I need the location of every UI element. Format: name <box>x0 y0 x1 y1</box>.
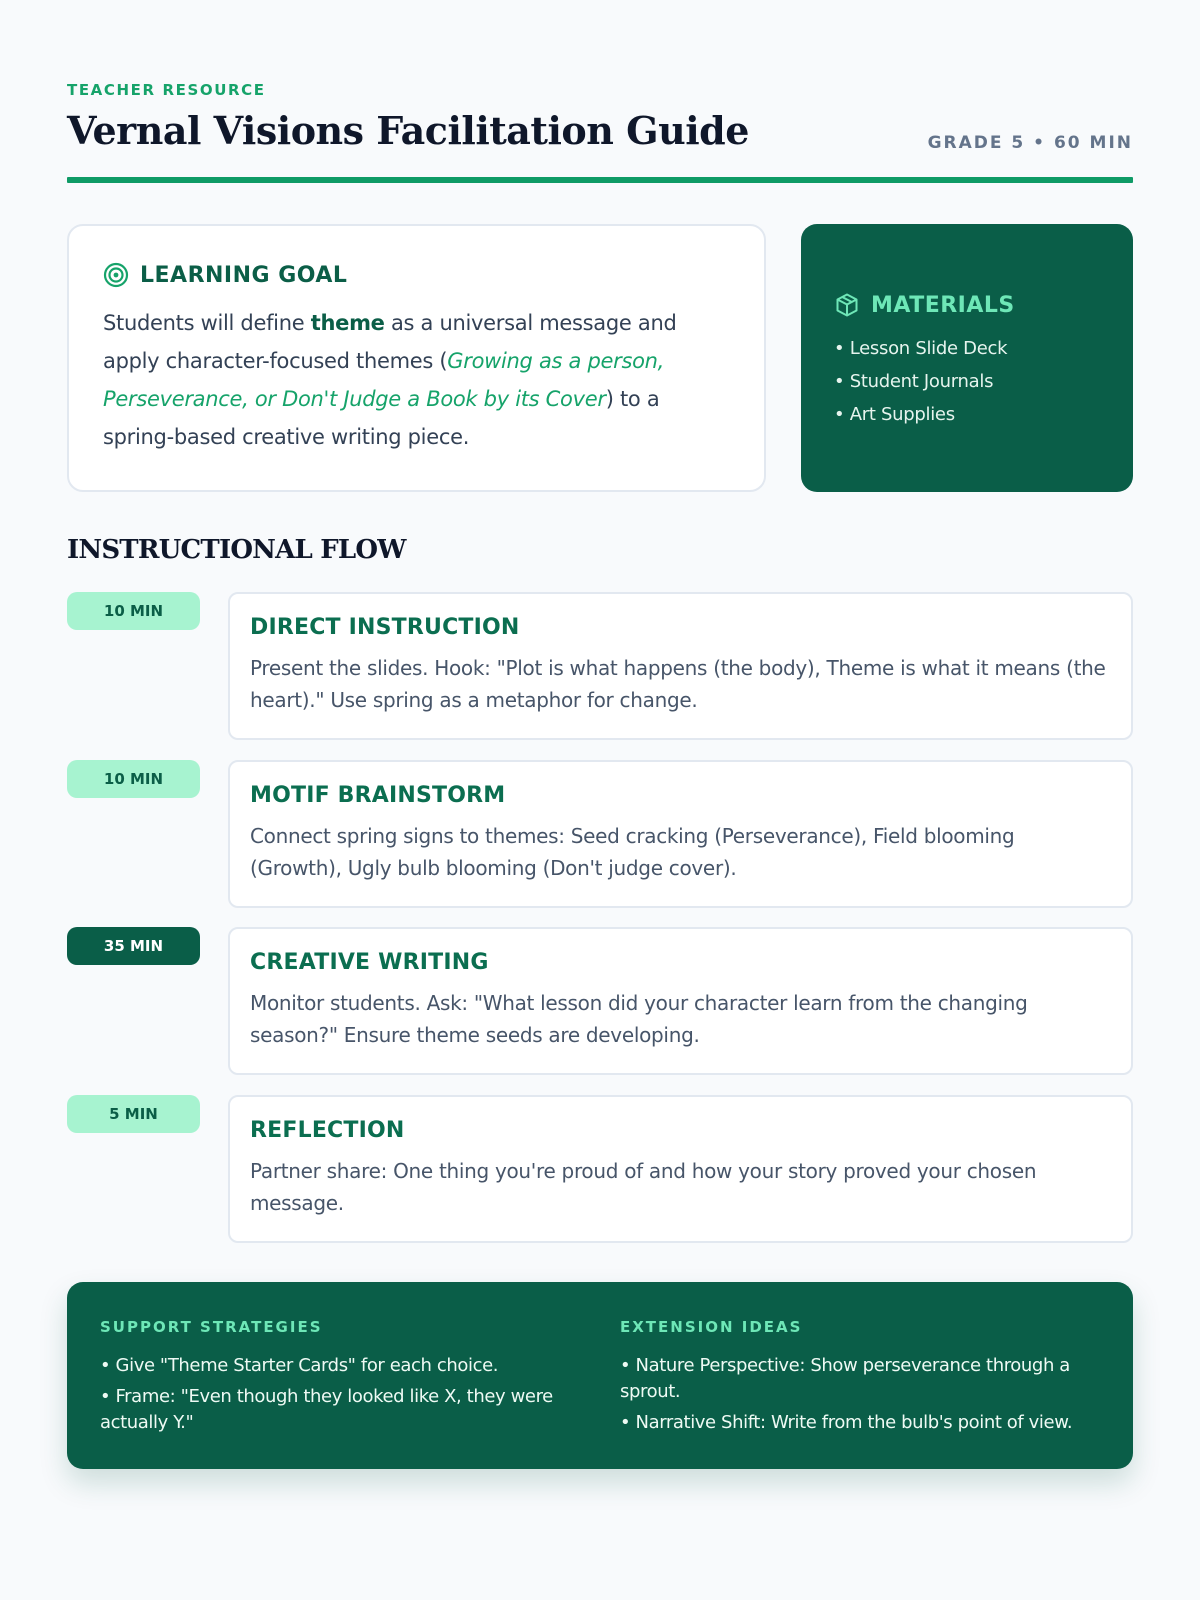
duration-badge: 10 MIN <box>67 592 200 630</box>
grade-duration-meta: GRADE 5 • 60 MIN <box>927 133 1133 153</box>
page-title: Vernal Visions Facilitation Guide <box>67 108 749 153</box>
instructional-flow-heading: INSTRUCTIONAL FLOW <box>67 535 406 565</box>
step-card <box>228 760 1133 908</box>
learning-goal-heading-row <box>103 260 730 290</box>
step-description: Monitor students. Ask: "What lesson did your character learn from the changing season?" Ensure theme seeds are developing. <box>250 991 1028 1047</box>
goal-theme-examples: Growing as a person, Perseverance, or Don't Judge a Book by its Cover <box>103 349 665 411</box>
goal-text-part: Students will define <box>103 311 311 335</box>
list-item: • Nature Perspective: Show perseverance through a sprout. <box>620 1355 1070 1402</box>
strategies-panel <box>67 1282 1133 1469</box>
step-card <box>228 592 1133 740</box>
learning-goal-card <box>67 224 766 492</box>
extension-ideas-heading: EXTENSION IDEAS <box>620 1318 803 1336</box>
materials-item: • Student Journals <box>834 371 994 392</box>
duration-badge: 35 MIN <box>67 927 200 965</box>
extension-ideas-column <box>620 1317 1088 1469</box>
box-icon <box>834 292 860 318</box>
list-item: • Give "Theme Starter Cards" for each choice. <box>100 1355 499 1376</box>
learning-goal-heading: LEARNING GOAL <box>140 262 348 288</box>
step-title: REFLECTION <box>250 1118 405 1143</box>
materials-heading-row <box>834 290 1100 320</box>
step-description: Partner share: One thing you're proud of and how your story proved your chosen message. <box>250 1159 1037 1215</box>
flow-step-reflection <box>67 1095 1133 1243</box>
header-divider <box>67 177 1133 183</box>
materials-card <box>801 224 1133 492</box>
support-strategies-column <box>100 1317 568 1469</box>
flow-step-direct-instruction <box>67 592 1133 740</box>
extension-ideas-list <box>620 1353 1088 1436</box>
learning-goal-text <box>103 304 730 456</box>
materials-item: • Lesson Slide Deck <box>834 338 1008 359</box>
materials-item: • Art Supplies <box>834 404 955 425</box>
step-description: Present the slides. Hook: "Plot is what happens (the body), Theme is what it means (the heart)." Use spring as a metaphor for change. <box>250 656 1106 712</box>
duration-badge: 5 MIN <box>67 1095 200 1133</box>
step-title: DIRECT INSTRUCTION <box>250 615 520 640</box>
support-strategies-list <box>100 1353 568 1436</box>
list-item: • Frame: "Even though they looked like X, they were actually Y." <box>100 1386 553 1433</box>
target-icon <box>103 262 129 288</box>
goal-keyword: theme <box>310 311 385 335</box>
step-description: Connect spring signs to themes: Seed cracking (Perseverance), Field blooming (Growth), Ugly bulb blooming (Don't judge cover). <box>250 824 1015 880</box>
duration-badge: 10 MIN <box>67 760 200 798</box>
step-card <box>228 1095 1133 1243</box>
flow-step-creative-writing <box>67 927 1133 1075</box>
eyebrow-label: TEACHER RESOURCE <box>67 81 266 99</box>
list-item: • Narrative Shift: Write from the bulb's point of view. <box>620 1412 1073 1433</box>
goal-text-part: as a universal message and apply character-focused themes ( <box>103 311 677 373</box>
goal-text-part: ) to a spring-based creative writing piece. <box>103 387 660 449</box>
flow-step-motif-brainstorm <box>67 760 1133 908</box>
step-title: CREATIVE WRITING <box>250 950 489 975</box>
step-title: MOTIF BRAINSTORM <box>250 783 506 808</box>
support-strategies-heading: SUPPORT STRATEGIES <box>100 1318 323 1336</box>
materials-heading: MATERIALS <box>871 292 1015 318</box>
step-card <box>228 927 1133 1075</box>
materials-list <box>834 332 1100 431</box>
